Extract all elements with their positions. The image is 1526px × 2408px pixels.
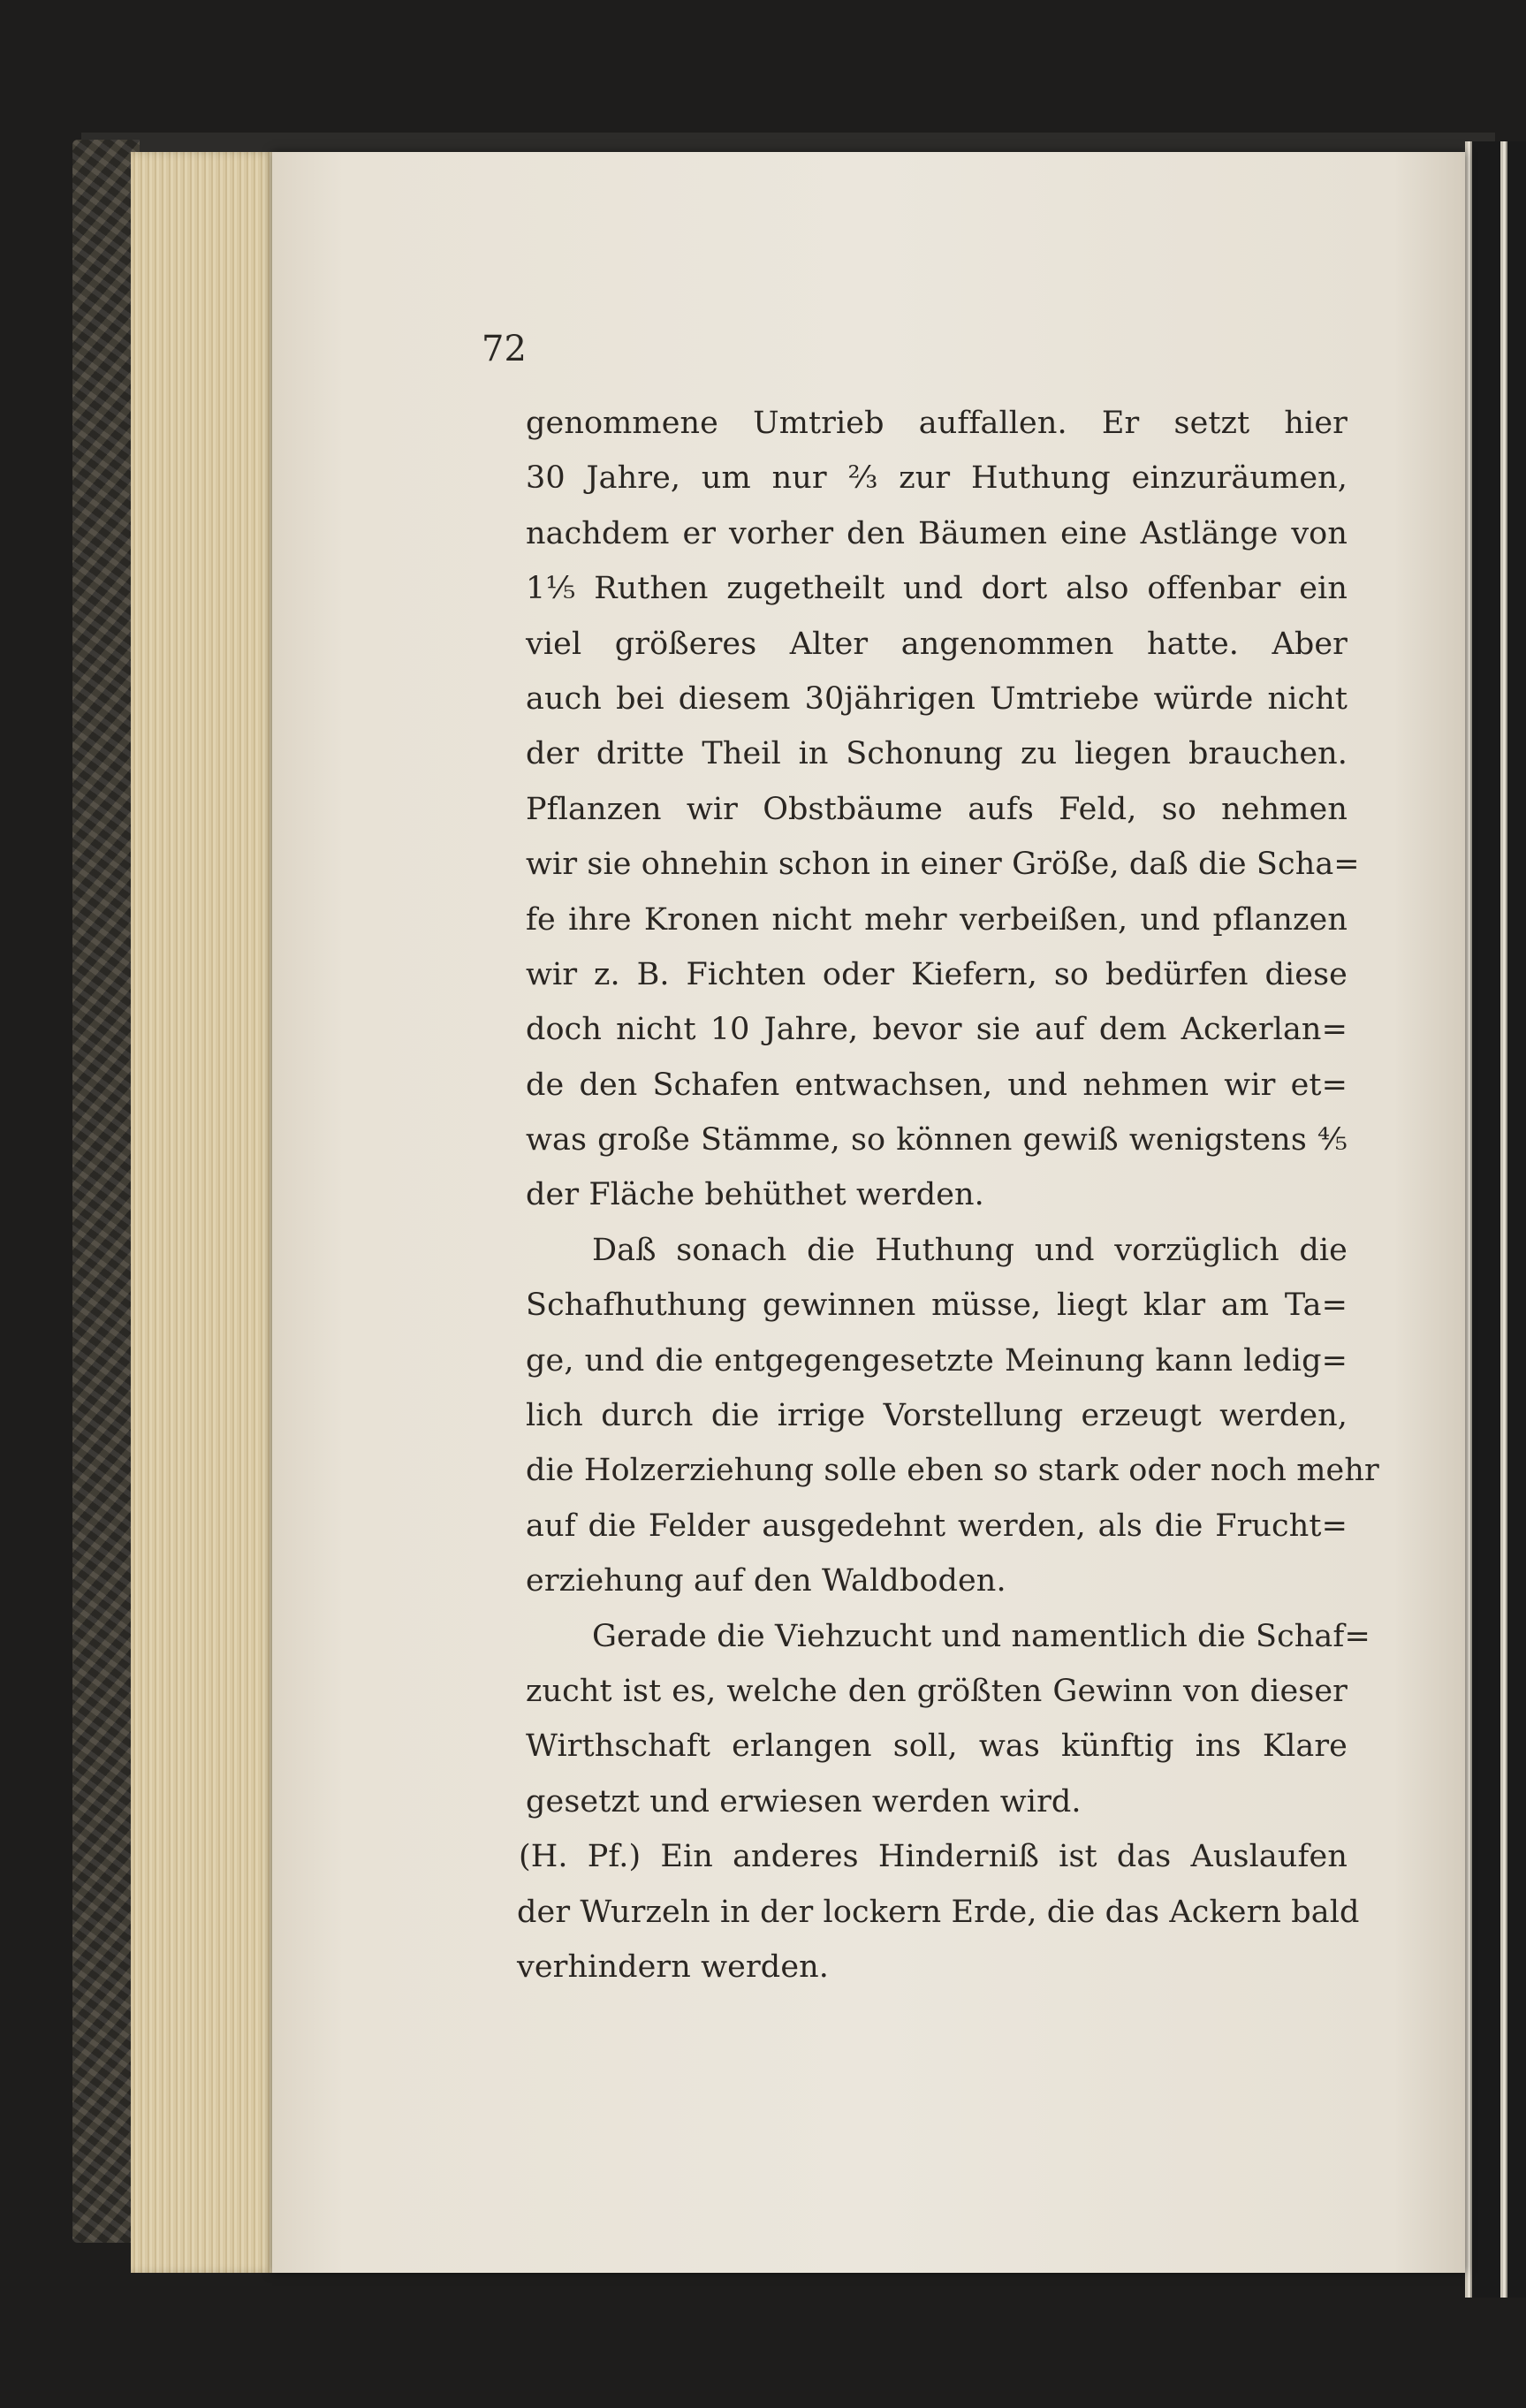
page-block-edges	[131, 152, 281, 2273]
text-line: erziehung auf den Waldboden.	[526, 1563, 1006, 1599]
marbled-book-cover	[72, 140, 140, 2243]
text-line: auf die Felder ausgedehnt werden, als die Frucht=	[526, 1508, 1348, 1544]
text-line: lich durch die irrige Vorstellung erzeugt werden,	[526, 1398, 1348, 1434]
text-line: wir sie ohnehin schon in einer Größe, daß die Scha=	[526, 847, 1360, 883]
text-line: Pflanzen wir Obstbäume aufs Feld, so nehmen	[526, 791, 1348, 827]
text-line: die Holzerziehung solle eben so stark oder noch mehr	[526, 1453, 1379, 1489]
text-line: viel größeres Alter angenommen hatte. Aber	[526, 626, 1348, 662]
text-line: genommene Umtrieb auffallen. Er setzt hier	[526, 406, 1348, 441]
book-cover-top	[81, 133, 1495, 154]
paragraph-start-line: Daß sonach die Huthung und vorzüglich die	[592, 1232, 1348, 1268]
text-line: de den Schafen entwachsen, und nehmen wir et=	[526, 1067, 1348, 1103]
text-line: was große Stämme, so können gewiß wenigstens ⅘	[526, 1122, 1348, 1158]
text-line: der Wurzeln in der lockern Erde, die das Ackern bald	[517, 1894, 1360, 1930]
text-line: 30 Jahre, um nur ⅔ zur Huthung einzuräumen,	[526, 460, 1348, 497]
text-line: wir z. B. Fichten oder Kiefern, so bedürfen diese	[526, 956, 1348, 992]
text-line: verhindern werden.	[517, 1948, 829, 1985]
text-line: ge, und die entgegengesetzte Meinung kann ledig=	[526, 1342, 1348, 1379]
text-line: Schafhuthung gewinnen müsse, liegt klar am Ta=	[526, 1288, 1348, 1324]
paragraph-start-line: (H. Pf.) Ein anderes Hinderniß ist das Auslaufen	[519, 1839, 1348, 1875]
text-line: auch bei diesem 30jährigen Umtriebe würde nicht	[526, 680, 1348, 717]
text-line: der Fläche behüthet werden.	[526, 1177, 984, 1213]
text-line: der dritte Theil in Schonung zu liegen brauchen.	[526, 736, 1348, 772]
page-number: 72	[482, 329, 527, 369]
paragraph-start-line: Gerade die Viehzucht und namentlich die Schaf=	[592, 1618, 1370, 1654]
body-text	[517, 396, 1379, 1994]
text-line: gesetzt und erwiesen werden wird.	[526, 1783, 1082, 1819]
text-line: zucht ist es, welche den größten Gewinn von dieser	[526, 1673, 1348, 1709]
facing-page-edge	[1465, 141, 1526, 2298]
text-line: Wirthschaft erlangen soll, was künftig ins Klare	[526, 1728, 1348, 1765]
text-line: nachdem er vorher den Bäumen eine Astlänge von	[526, 515, 1348, 551]
text-line: doch nicht 10 Jahre, bevor sie auf dem Ackerlan=	[526, 1012, 1348, 1048]
text-line: fe ihre Kronen nicht mehr verbeißen, und pflanzen	[526, 901, 1348, 938]
text-line: 1⅕ Ruthen zugetheilt und dort also offenbar ein	[526, 571, 1348, 607]
